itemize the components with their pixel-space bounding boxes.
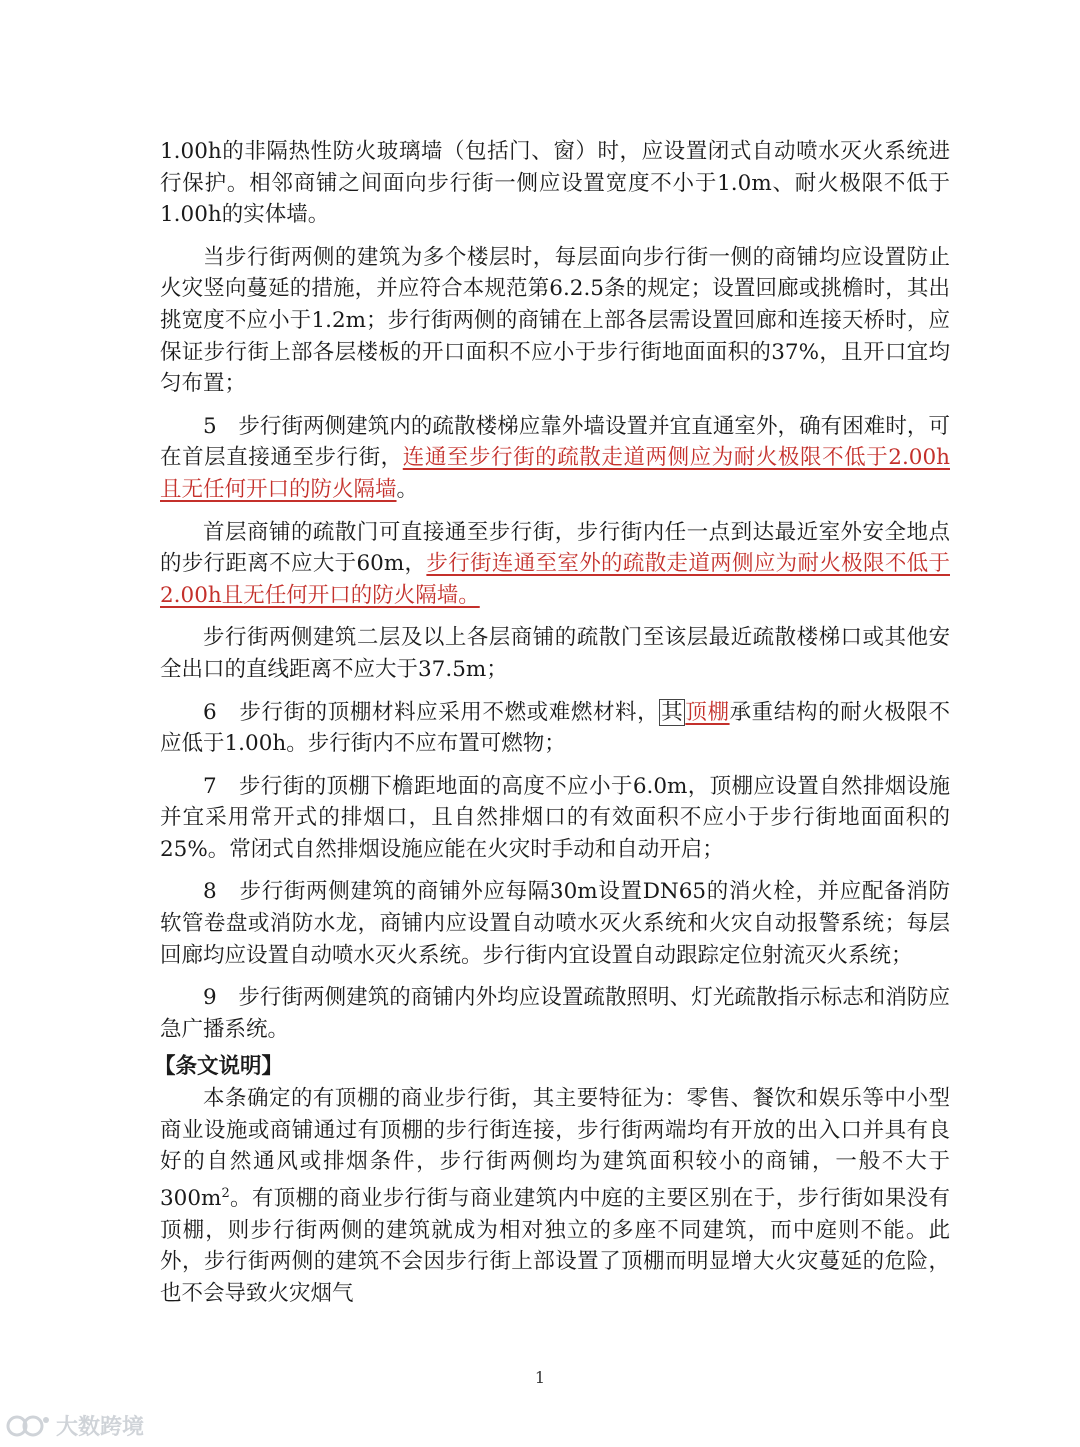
watermark-text: 大数跨境 <box>56 1415 145 1440</box>
paragraph-evacuation-highlight: 步行街连通至室外的疏散走道两侧应为耐火极限不低于2.00h且无任何开口的防火隔墙。 <box>160 551 950 608</box>
clause-6 <box>160 697 950 760</box>
clause-6-boxed-char: 其 <box>661 699 684 725</box>
watermark-logo-icon <box>6 1412 52 1440</box>
paragraph-upper-floors: 步行街两侧建筑二层及以上各层商铺的疏散门至该层最近疏散楼梯口或其他安全出口的直线距离不应大于37.5m； <box>160 625 950 682</box>
clause-5-end: 。 <box>396 476 419 502</box>
clause-5-highlight: 连通至步行街的疏散走道两侧应为耐火极限不低于2.00h且无任何开口的防火隔墙 <box>160 445 950 502</box>
explanation-text-a: 本条确定的有顶棚的商业步行街，其主要特征为：零售、餐饮和娱乐等中小型商业设施或商铺通过有顶棚的步行街连接，步行街两端均有开放的出入口并具有良好的自然通风或排烟条件，步行街两侧均为建筑面积较小的商铺，一般不大于 300m <box>160 1086 950 1211</box>
paragraph-2: 当步行街两侧的建筑为多个楼层时，每层面向步行街一侧的商铺均应设置防止火灾竖向蔓延的措施，并应符合本规范第6.2.5条的规定；设置回廊或挑檐时，其出挑宽度不应小于1.2m；步行街两侧的商铺在上部各层需设置回廊和连接天桥时，应保证步行街上部各层楼板的开口面积不应小于步行街地面面积的37%，且开口宜均匀布置； <box>160 244 950 397</box>
clause-8: 8 步行街两侧建筑的商铺外应每隔30m设置DN65的消火栓，并应配备消防软管卷盘或消防水龙，商铺内应设置自动喷水灭火系统和火灾自动报警系统；每层回廊均应设置自动喷水灭火系统。步行街内宜设置自动跟踪定位射流灭火系统； <box>160 879 950 968</box>
clause-7: 7 步行街的顶棚下檐距地面的高度不应小于6.0m，顶棚应设置自然排烟设施并宜采用常开式的排烟口，且自然排烟口的有效面积不应小于步行街地面面积的25%。常闭式自然排烟设施应能在火灾时手动和自动开启； <box>160 773 950 862</box>
paragraph-evacuation-ground <box>160 517 950 612</box>
paragraph-1: 1.00h的非隔热性防火玻璃墙（包括门、窗）时，应设置闭式自动喷水灭火系统进行保护。相邻商铺之间面向步行街一侧应设置宽度不小于1.0m、耐火极限不低于1.00h的实体墙。 <box>160 139 950 228</box>
clause-6-text-a: 6 步行街的顶棚材料应采用不燃或难燃材料， <box>203 699 660 725</box>
explanation-paragraph <box>160 1083 950 1309</box>
paragraph-evacuation-text: 首层商铺的疏散门可直接通至步行街，步行街内任一点到达最近室外安全地点的步行距离不应大于60m， <box>160 519 950 577</box>
document-body <box>154 136 950 1309</box>
clause-5 <box>160 411 950 506</box>
watermark <box>6 1410 144 1441</box>
clause-6-highlight: 顶棚 <box>685 699 730 725</box>
section-heading: 【条文说明】 <box>154 1054 284 1080</box>
clause-6-text-b: 承重结构的耐火极限不应低于1.00h。步行街内不应布置可燃物； <box>160 699 950 757</box>
clause-9: 9 步行街两侧建筑的商铺内外均应设置疏散照明、灯光疏散指示标志和消防应急广播系统。 <box>160 985 950 1042</box>
explanation-text-b: 。有顶棚的商业步行街与商业建筑内中庭的主要区别在于，步行街如果没有顶棚，则步行街两侧的建筑就成为相对独立的多座不同建筑，而中庭则不能。此外，步行街两侧的建筑不会因步行街上部设置了顶棚而明显增大火灾蔓延的危险，也不会导致火灾烟气 <box>160 1185 950 1306</box>
page-number: 1 <box>534 1368 546 1387</box>
clause-5-text: 5 步行街两侧建筑内的疏散楼梯应靠外墙设置并宜直通室外，确有困难时，可在首层直接通至步行街， <box>160 413 950 471</box>
superscript-2: 2 <box>221 1185 230 1201</box>
